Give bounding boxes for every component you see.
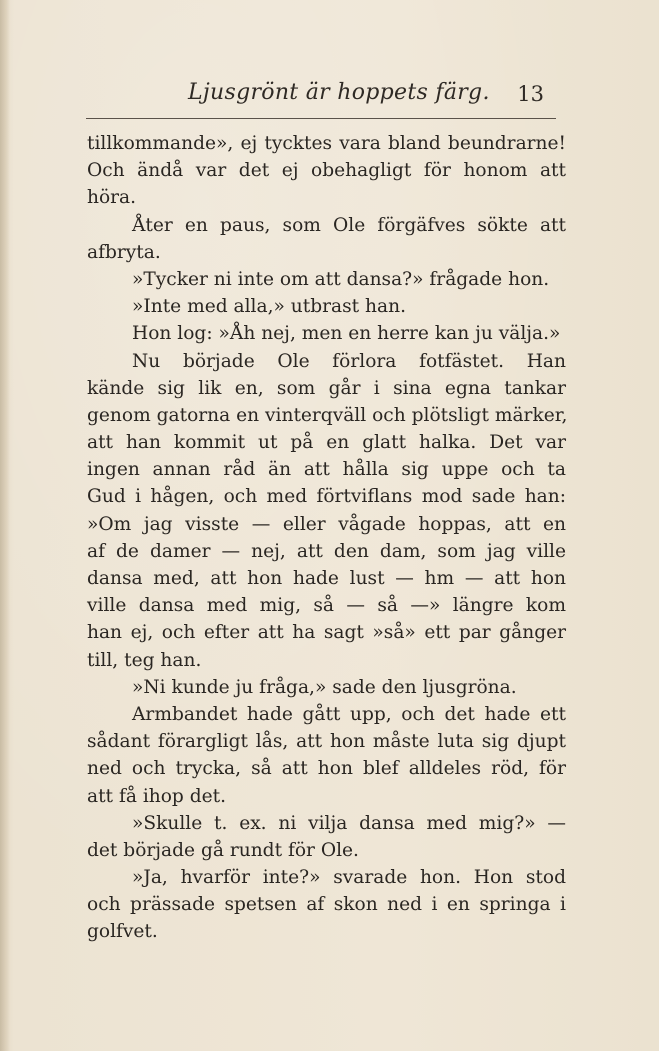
text-line: tillkommande», ej tycktes vara bland beundrarne! bbox=[87, 133, 566, 154]
text-line: »Skulle t. ex. ni vilja dansa med mig?» — bbox=[132, 812, 566, 834]
text-line: »Tycker ni inte om att dansa?» frågade hon. bbox=[132, 268, 550, 290]
text-line: »Om jag visste — eller vågade hoppas, att en bbox=[87, 513, 566, 535]
page-header bbox=[86, 74, 556, 114]
text-line: »Inte med alla,» utbrast han. bbox=[132, 296, 406, 318]
text-line: höra. bbox=[87, 187, 137, 209]
text-line: af de damer — nej, att den dam, som jag ville bbox=[87, 540, 566, 562]
text-line: afbryta. bbox=[87, 241, 161, 263]
text-line: Och ändå var det ej obehagligt för honom att bbox=[87, 160, 566, 182]
body-text bbox=[87, 130, 566, 946]
text-line: kände sig lik en, som går i sina egna tankar bbox=[87, 377, 566, 399]
text-line: ingen annan råd än att hålla sig uppe och ta bbox=[87, 459, 566, 481]
text-line: sådant förargligt lås, att hon måste luta sig djupt bbox=[87, 731, 566, 753]
header-rule bbox=[86, 118, 556, 119]
text-line: Åter en paus, som Ole förgäfves sökte att bbox=[132, 214, 566, 236]
text-line: Hon log: »Åh nej, men en herre kan ju välja.» bbox=[132, 323, 561, 345]
running-title: Ljusgrönt är hoppets färg. bbox=[188, 80, 490, 105]
text-line: att få ihop det. bbox=[87, 785, 227, 807]
text-line: dansa med, att hon hade lust — hm — att hon bbox=[87, 568, 566, 589]
text-line: att han kommit ut på en glatt halka. Det var bbox=[87, 432, 566, 454]
text-line: till, teg han. bbox=[87, 649, 202, 671]
text-line: »Ni kunde ju fråga,» sade den ljusgröna. bbox=[132, 676, 517, 698]
text-line: golfvet. bbox=[87, 921, 158, 943]
text-line: Gud i hågen, och med förtviflans mod sade han: bbox=[87, 486, 566, 508]
text-line: Nu började Ole förlora fotfästet. Han bbox=[132, 350, 566, 372]
text-line: det började gå rundt för Ole. bbox=[87, 839, 359, 861]
text-line: Armbandet hade gått upp, och det hade ett bbox=[132, 703, 566, 725]
text-line: ned och trycka, så att hon blef alldeles röd, för bbox=[87, 758, 566, 780]
page-number: 13 bbox=[517, 82, 544, 106]
text-line: och prässade spetsen af skon ned i en springa i bbox=[87, 894, 566, 916]
text-line: genom gatorna en vinterqväll och plötsligt märker, bbox=[87, 404, 568, 426]
text-line: »Ja, hvarför inte?» svarade hon. Hon stod bbox=[132, 867, 566, 889]
text-line: han ej, och efter att ha sagt »så» ett par gånger bbox=[87, 622, 566, 644]
text-line: ville dansa med mig, så — så —» längre kom bbox=[87, 595, 566, 617]
page-spine-edge bbox=[0, 0, 10, 1051]
